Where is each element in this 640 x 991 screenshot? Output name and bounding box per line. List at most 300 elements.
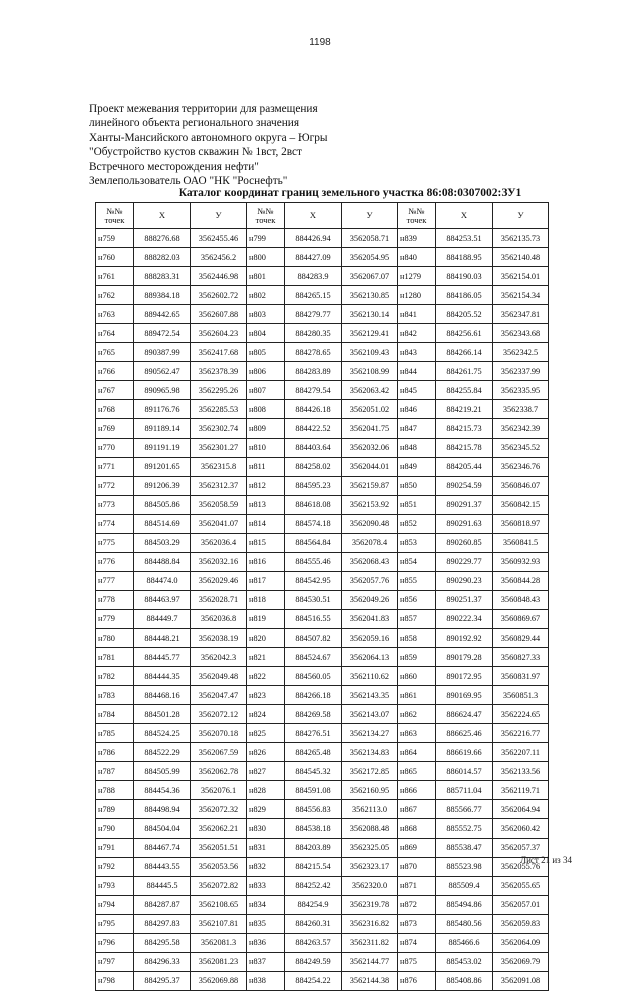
header-x: X xyxy=(134,203,191,229)
y-coordinate: 3562064.09 xyxy=(493,933,549,952)
point-id: н771 xyxy=(96,457,134,476)
table-row xyxy=(96,438,549,457)
x-coordinate: 884297.83 xyxy=(134,914,191,933)
header-line: "Обустройство кустов скважин № 1вст, 2вст xyxy=(89,146,302,159)
x-coordinate: 884618.08 xyxy=(285,495,342,514)
table-row xyxy=(96,914,549,933)
point-id: н833 xyxy=(247,876,285,895)
x-coordinate: 889472.54 xyxy=(134,324,191,343)
point-id: н774 xyxy=(96,514,134,533)
x-coordinate: 888283.31 xyxy=(134,267,191,286)
header-point-line2: точек xyxy=(255,214,276,225)
x-coordinate: 886014.57 xyxy=(436,762,493,781)
point-id: н763 xyxy=(96,305,134,324)
y-coordinate: 3560831.97 xyxy=(493,667,549,686)
x-coordinate: 884254.22 xyxy=(285,971,342,990)
header-point xyxy=(398,203,436,229)
header-point-line2: точек xyxy=(104,214,125,225)
x-coordinate: 884555.46 xyxy=(285,552,342,571)
x-coordinate: 885566.77 xyxy=(436,800,493,819)
y-coordinate: 3562053.56 xyxy=(191,857,247,876)
point-id: н825 xyxy=(247,724,285,743)
y-coordinate: 3562060.42 xyxy=(493,819,549,838)
point-id: н790 xyxy=(96,819,134,838)
point-id: н848 xyxy=(398,438,436,457)
y-coordinate: 3562051.02 xyxy=(342,400,398,419)
y-coordinate: 3562446.98 xyxy=(191,267,247,286)
table-row xyxy=(96,781,549,800)
y-coordinate: 3562342.39 xyxy=(493,419,549,438)
y-coordinate: 3562032.06 xyxy=(342,438,398,457)
y-coordinate: 3562057.37 xyxy=(493,838,549,857)
point-id: н767 xyxy=(96,381,134,400)
point-id: н876 xyxy=(398,971,436,990)
y-coordinate: 3562088.48 xyxy=(342,819,398,838)
x-coordinate: 884215.54 xyxy=(285,857,342,876)
table-row xyxy=(96,876,549,895)
x-coordinate: 884283.89 xyxy=(285,362,342,381)
x-coordinate: 890169.95 xyxy=(436,686,493,705)
x-coordinate: 884261.75 xyxy=(436,362,493,381)
y-coordinate: 3562602.72 xyxy=(191,286,247,305)
y-coordinate: 3562069.88 xyxy=(191,971,247,990)
point-id: н777 xyxy=(96,571,134,590)
y-coordinate: 3562159.87 xyxy=(342,476,398,495)
x-coordinate: 884468.16 xyxy=(134,686,191,705)
y-coordinate: 3562036.4 xyxy=(191,533,247,552)
x-coordinate: 884445.5 xyxy=(134,876,191,895)
y-coordinate: 3562055.65 xyxy=(493,876,549,895)
y-coordinate: 3562119.71 xyxy=(493,781,549,800)
point-id: н1280 xyxy=(398,286,436,305)
point-id: н815 xyxy=(247,533,285,552)
y-coordinate: 3562140.48 xyxy=(493,248,549,267)
point-id: н828 xyxy=(247,781,285,800)
y-coordinate: 3562032.16 xyxy=(191,552,247,571)
y-coordinate: 3562604.23 xyxy=(191,324,247,343)
y-coordinate: 3562378.39 xyxy=(191,362,247,381)
y-coordinate: 3562315.8 xyxy=(191,457,247,476)
point-id: н811 xyxy=(247,457,285,476)
x-coordinate: 884524.25 xyxy=(134,724,191,743)
point-id: н785 xyxy=(96,724,134,743)
y-coordinate: 3562028.71 xyxy=(191,590,247,609)
header-y: У xyxy=(191,203,247,229)
y-coordinate: 3562130.14 xyxy=(342,305,398,324)
point-id: н862 xyxy=(398,705,436,724)
x-coordinate: 884256.61 xyxy=(436,324,493,343)
y-coordinate: 3562067.07 xyxy=(342,267,398,286)
point-id: н761 xyxy=(96,267,134,286)
point-id: н801 xyxy=(247,267,285,286)
header-point-line1: №№ xyxy=(106,205,123,216)
x-coordinate: 884215.78 xyxy=(436,438,493,457)
x-coordinate: 890965.98 xyxy=(134,381,191,400)
x-coordinate: 884545.32 xyxy=(285,762,342,781)
header-line: Проект межевания территории для размещения xyxy=(89,103,318,115)
y-coordinate: 3562345.52 xyxy=(493,438,549,457)
table-row xyxy=(96,819,549,838)
y-coordinate: 3562057.76 xyxy=(342,571,398,590)
point-id: н817 xyxy=(247,571,285,590)
y-coordinate: 3562144.38 xyxy=(342,971,398,990)
point-id: н837 xyxy=(247,952,285,971)
x-coordinate: 884542.95 xyxy=(285,571,342,590)
x-coordinate: 884186.05 xyxy=(436,286,493,305)
y-coordinate: 3562049.26 xyxy=(342,590,398,609)
x-coordinate: 884205.44 xyxy=(436,457,493,476)
y-coordinate: 3562069.79 xyxy=(493,952,549,971)
point-id: н842 xyxy=(398,324,436,343)
x-coordinate: 884505.99 xyxy=(134,762,191,781)
x-coordinate: 890251.37 xyxy=(436,590,493,609)
x-coordinate: 885538.47 xyxy=(436,838,493,857)
x-coordinate: 884188.95 xyxy=(436,248,493,267)
y-coordinate: 3562042.3 xyxy=(191,648,247,667)
y-coordinate: 3562319.78 xyxy=(342,895,398,914)
point-id: н827 xyxy=(247,762,285,781)
x-coordinate: 884205.52 xyxy=(436,305,493,324)
x-coordinate: 884426.18 xyxy=(285,400,342,419)
point-id: н821 xyxy=(247,648,285,667)
x-coordinate: 890222.34 xyxy=(436,609,493,628)
y-coordinate: 3562091.08 xyxy=(493,971,549,990)
point-id: н802 xyxy=(247,286,285,305)
y-coordinate: 3562051.51 xyxy=(191,838,247,857)
y-coordinate: 3562153.92 xyxy=(342,495,398,514)
x-coordinate: 884564.84 xyxy=(285,533,342,552)
x-coordinate: 885453.02 xyxy=(436,952,493,971)
point-id: н838 xyxy=(247,971,285,990)
point-id: н806 xyxy=(247,362,285,381)
x-coordinate: 884265.48 xyxy=(285,743,342,762)
point-id: н839 xyxy=(398,229,436,248)
x-coordinate: 884443.55 xyxy=(134,857,191,876)
point-id: н863 xyxy=(398,724,436,743)
point-id: н874 xyxy=(398,933,436,952)
y-coordinate: 3562143.35 xyxy=(342,686,398,705)
x-coordinate: 884560.05 xyxy=(285,667,342,686)
point-id: н819 xyxy=(247,609,285,628)
y-coordinate: 3560851.3 xyxy=(493,686,549,705)
x-coordinate: 884266.14 xyxy=(436,343,493,362)
table-row xyxy=(96,686,549,705)
point-id: н768 xyxy=(96,400,134,419)
x-coordinate: 884265.15 xyxy=(285,286,342,305)
y-coordinate: 3560841.5 xyxy=(493,533,549,552)
table-row xyxy=(96,933,549,952)
x-coordinate: 884253.51 xyxy=(436,229,493,248)
x-coordinate: 884260.31 xyxy=(285,914,342,933)
sheet-footer: Лист 21 из 34 xyxy=(520,855,572,865)
table-row xyxy=(96,552,549,571)
header-point-line2: точек xyxy=(406,214,427,225)
point-id: н795 xyxy=(96,914,134,933)
point-id: н840 xyxy=(398,248,436,267)
x-coordinate: 885509.4 xyxy=(436,876,493,895)
y-coordinate: 3562607.88 xyxy=(191,305,247,324)
point-id: н805 xyxy=(247,343,285,362)
header-point-line1: №№ xyxy=(257,205,274,216)
x-coordinate: 884203.89 xyxy=(285,838,342,857)
y-coordinate: 3562417.68 xyxy=(191,343,247,362)
y-coordinate: 3562134.27 xyxy=(342,724,398,743)
x-coordinate: 884295.58 xyxy=(134,933,191,952)
table-row xyxy=(96,628,549,647)
x-coordinate: 884445.77 xyxy=(134,648,191,667)
point-id: н826 xyxy=(247,743,285,762)
table-row xyxy=(96,305,549,324)
point-id: н850 xyxy=(398,476,436,495)
header-y: У xyxy=(342,203,398,229)
table-row xyxy=(96,571,549,590)
x-coordinate: 884278.65 xyxy=(285,343,342,362)
y-coordinate: 3562343.68 xyxy=(493,324,549,343)
x-coordinate: 884422.52 xyxy=(285,419,342,438)
point-id: н803 xyxy=(247,305,285,324)
y-coordinate: 3562295.26 xyxy=(191,381,247,400)
x-coordinate: 884427.09 xyxy=(285,248,342,267)
x-coordinate: 891189.14 xyxy=(134,419,191,438)
x-coordinate: 884263.57 xyxy=(285,933,342,952)
point-id: н784 xyxy=(96,705,134,724)
y-coordinate: 3562216.77 xyxy=(493,724,549,743)
table-header-row xyxy=(96,203,549,229)
table-title: Каталог координат границ земельного участка 86:08:0307002:ЗУ1 xyxy=(178,187,522,199)
table-row xyxy=(96,343,549,362)
point-id: н816 xyxy=(247,552,285,571)
point-id: н865 xyxy=(398,762,436,781)
point-id: н1279 xyxy=(398,267,436,286)
header-line: Землепользователь ОАО "НК "Роснефть" xyxy=(89,175,288,188)
point-id: н873 xyxy=(398,914,436,933)
x-coordinate: 890291.63 xyxy=(436,514,493,533)
point-id: н860 xyxy=(398,667,436,686)
point-id: н791 xyxy=(96,838,134,857)
point-id: н871 xyxy=(398,876,436,895)
point-id: н835 xyxy=(247,914,285,933)
x-coordinate: 884219.21 xyxy=(436,400,493,419)
point-id: н831 xyxy=(247,838,285,857)
y-coordinate: 3562057.01 xyxy=(493,895,549,914)
point-id: н834 xyxy=(247,895,285,914)
point-id: н875 xyxy=(398,952,436,971)
table-row xyxy=(96,952,549,971)
point-id: н852 xyxy=(398,514,436,533)
y-coordinate: 3560848.43 xyxy=(493,590,549,609)
y-coordinate: 3562144.77 xyxy=(342,952,398,971)
table-row xyxy=(96,400,549,419)
y-coordinate: 3562070.18 xyxy=(191,724,247,743)
y-coordinate: 3562320.0 xyxy=(342,876,398,895)
point-id: н829 xyxy=(247,800,285,819)
x-coordinate: 885494.86 xyxy=(436,895,493,914)
table-row xyxy=(96,286,549,305)
y-coordinate: 3562062.78 xyxy=(191,762,247,781)
point-id: н855 xyxy=(398,571,436,590)
y-coordinate: 3562062.21 xyxy=(191,819,247,838)
x-coordinate: 884280.35 xyxy=(285,324,342,343)
x-coordinate: 891206.39 xyxy=(134,476,191,495)
x-coordinate: 885523.98 xyxy=(436,857,493,876)
x-coordinate: 884507.82 xyxy=(285,628,342,647)
header-x: X xyxy=(285,203,342,229)
table-row xyxy=(96,362,549,381)
y-coordinate: 3562207.11 xyxy=(493,743,549,762)
point-id: н769 xyxy=(96,419,134,438)
x-coordinate: 884467.74 xyxy=(134,838,191,857)
x-coordinate: 891176.76 xyxy=(134,400,191,419)
y-coordinate: 3562285.53 xyxy=(191,400,247,419)
point-id: н770 xyxy=(96,438,134,457)
y-coordinate: 3562172.85 xyxy=(342,762,398,781)
point-id: н868 xyxy=(398,819,436,838)
x-coordinate: 884591.08 xyxy=(285,781,342,800)
x-coordinate: 890179.28 xyxy=(436,648,493,667)
y-coordinate: 3562130.85 xyxy=(342,286,398,305)
table-row xyxy=(96,514,549,533)
x-coordinate: 884258.02 xyxy=(285,457,342,476)
y-coordinate: 3560869.67 xyxy=(493,609,549,628)
x-coordinate: 884449.7 xyxy=(134,609,191,628)
y-coordinate: 3562067.59 xyxy=(191,743,247,762)
y-coordinate: 3562059.16 xyxy=(342,628,398,647)
point-id: н807 xyxy=(247,381,285,400)
x-coordinate: 884252.42 xyxy=(285,876,342,895)
x-coordinate: 884444.35 xyxy=(134,667,191,686)
x-coordinate: 890172.95 xyxy=(436,667,493,686)
header-point xyxy=(247,203,285,229)
x-coordinate: 884538.18 xyxy=(285,819,342,838)
x-coordinate: 890254.59 xyxy=(436,476,493,495)
point-id: н846 xyxy=(398,400,436,419)
y-coordinate: 3562072.32 xyxy=(191,800,247,819)
x-coordinate: 884524.67 xyxy=(285,648,342,667)
y-coordinate: 3562316.82 xyxy=(342,914,398,933)
point-id: н866 xyxy=(398,781,436,800)
y-coordinate: 3560844.28 xyxy=(493,571,549,590)
table-row xyxy=(96,609,549,628)
x-coordinate: 884403.64 xyxy=(285,438,342,457)
y-coordinate: 3562038.19 xyxy=(191,628,247,647)
header-x: X xyxy=(436,203,493,229)
y-coordinate: 3562064.94 xyxy=(493,800,549,819)
table-row xyxy=(96,324,549,343)
y-coordinate: 3562325.05 xyxy=(342,838,398,857)
y-coordinate: 3560932.93 xyxy=(493,552,549,571)
table-row xyxy=(96,590,549,609)
point-id: н809 xyxy=(247,419,285,438)
x-coordinate: 884276.51 xyxy=(285,724,342,743)
x-coordinate: 888276.68 xyxy=(134,229,191,248)
point-id: н779 xyxy=(96,609,134,628)
y-coordinate: 3562335.95 xyxy=(493,381,549,400)
x-coordinate: 885711.04 xyxy=(436,781,493,800)
y-coordinate: 3562154.01 xyxy=(493,267,549,286)
y-coordinate: 3562133.56 xyxy=(493,762,549,781)
y-coordinate: 3562058.59 xyxy=(191,495,247,514)
x-coordinate: 890291.37 xyxy=(436,495,493,514)
x-coordinate: 884283.9 xyxy=(285,267,342,286)
x-coordinate: 884463.97 xyxy=(134,590,191,609)
y-coordinate: 3562029.46 xyxy=(191,571,247,590)
table-row xyxy=(96,457,549,476)
point-id: н857 xyxy=(398,609,436,628)
y-coordinate: 3562311.82 xyxy=(342,933,398,952)
x-coordinate: 884574.18 xyxy=(285,514,342,533)
table-row xyxy=(96,705,549,724)
y-coordinate: 3562081.23 xyxy=(191,952,247,971)
point-id: н773 xyxy=(96,495,134,514)
point-id: н830 xyxy=(247,819,285,838)
y-coordinate: 3562337.99 xyxy=(493,362,549,381)
point-id: н764 xyxy=(96,324,134,343)
x-coordinate: 884296.33 xyxy=(134,952,191,971)
x-coordinate: 889442.65 xyxy=(134,305,191,324)
point-id: н788 xyxy=(96,781,134,800)
y-coordinate: 3562041.83 xyxy=(342,609,398,628)
table-row xyxy=(96,724,549,743)
x-coordinate: 884504.04 xyxy=(134,819,191,838)
project-header xyxy=(89,102,429,188)
y-coordinate: 3562068.43 xyxy=(342,552,398,571)
point-id: н772 xyxy=(96,476,134,495)
x-coordinate: 885552.75 xyxy=(436,819,493,838)
point-id: н800 xyxy=(247,248,285,267)
y-coordinate: 3562072.82 xyxy=(191,876,247,895)
y-coordinate: 3562036.8 xyxy=(191,609,247,628)
table-row xyxy=(96,971,549,990)
y-coordinate: 3562346.76 xyxy=(493,457,549,476)
y-coordinate: 3562224.65 xyxy=(493,705,549,724)
point-id: н844 xyxy=(398,362,436,381)
y-coordinate: 3562301.27 xyxy=(191,438,247,457)
coordinates-body xyxy=(96,229,549,991)
point-id: н832 xyxy=(247,857,285,876)
point-id: н847 xyxy=(398,419,436,438)
y-coordinate: 3562059.83 xyxy=(493,914,549,933)
y-coordinate: 3562455.46 xyxy=(191,229,247,248)
point-id: н797 xyxy=(96,952,134,971)
point-id: н823 xyxy=(247,686,285,705)
header-y: У xyxy=(493,203,549,229)
x-coordinate: 884295.37 xyxy=(134,971,191,990)
x-coordinate: 891201.65 xyxy=(134,457,191,476)
point-id: н759 xyxy=(96,229,134,248)
table-row xyxy=(96,267,549,286)
point-id: н762 xyxy=(96,286,134,305)
table-row xyxy=(96,743,549,762)
header-line: Встречного месторождения нефти" xyxy=(89,160,259,173)
y-coordinate: 3562047.47 xyxy=(191,686,247,705)
y-coordinate: 3562107.81 xyxy=(191,914,247,933)
point-id: н786 xyxy=(96,743,134,762)
table-row xyxy=(96,476,549,495)
y-coordinate: 3562312.37 xyxy=(191,476,247,495)
point-id: н782 xyxy=(96,667,134,686)
y-coordinate: 3562049.48 xyxy=(191,667,247,686)
x-coordinate: 889384.18 xyxy=(134,286,191,305)
y-coordinate: 3560842.15 xyxy=(493,495,549,514)
y-coordinate: 3562160.95 xyxy=(342,781,398,800)
point-id: н793 xyxy=(96,876,134,895)
x-coordinate: 884530.51 xyxy=(285,590,342,609)
table-row xyxy=(96,229,549,248)
x-coordinate: 884254.9 xyxy=(285,895,342,914)
x-coordinate: 884190.03 xyxy=(436,267,493,286)
point-id: н787 xyxy=(96,762,134,781)
x-coordinate: 884287.87 xyxy=(134,895,191,914)
